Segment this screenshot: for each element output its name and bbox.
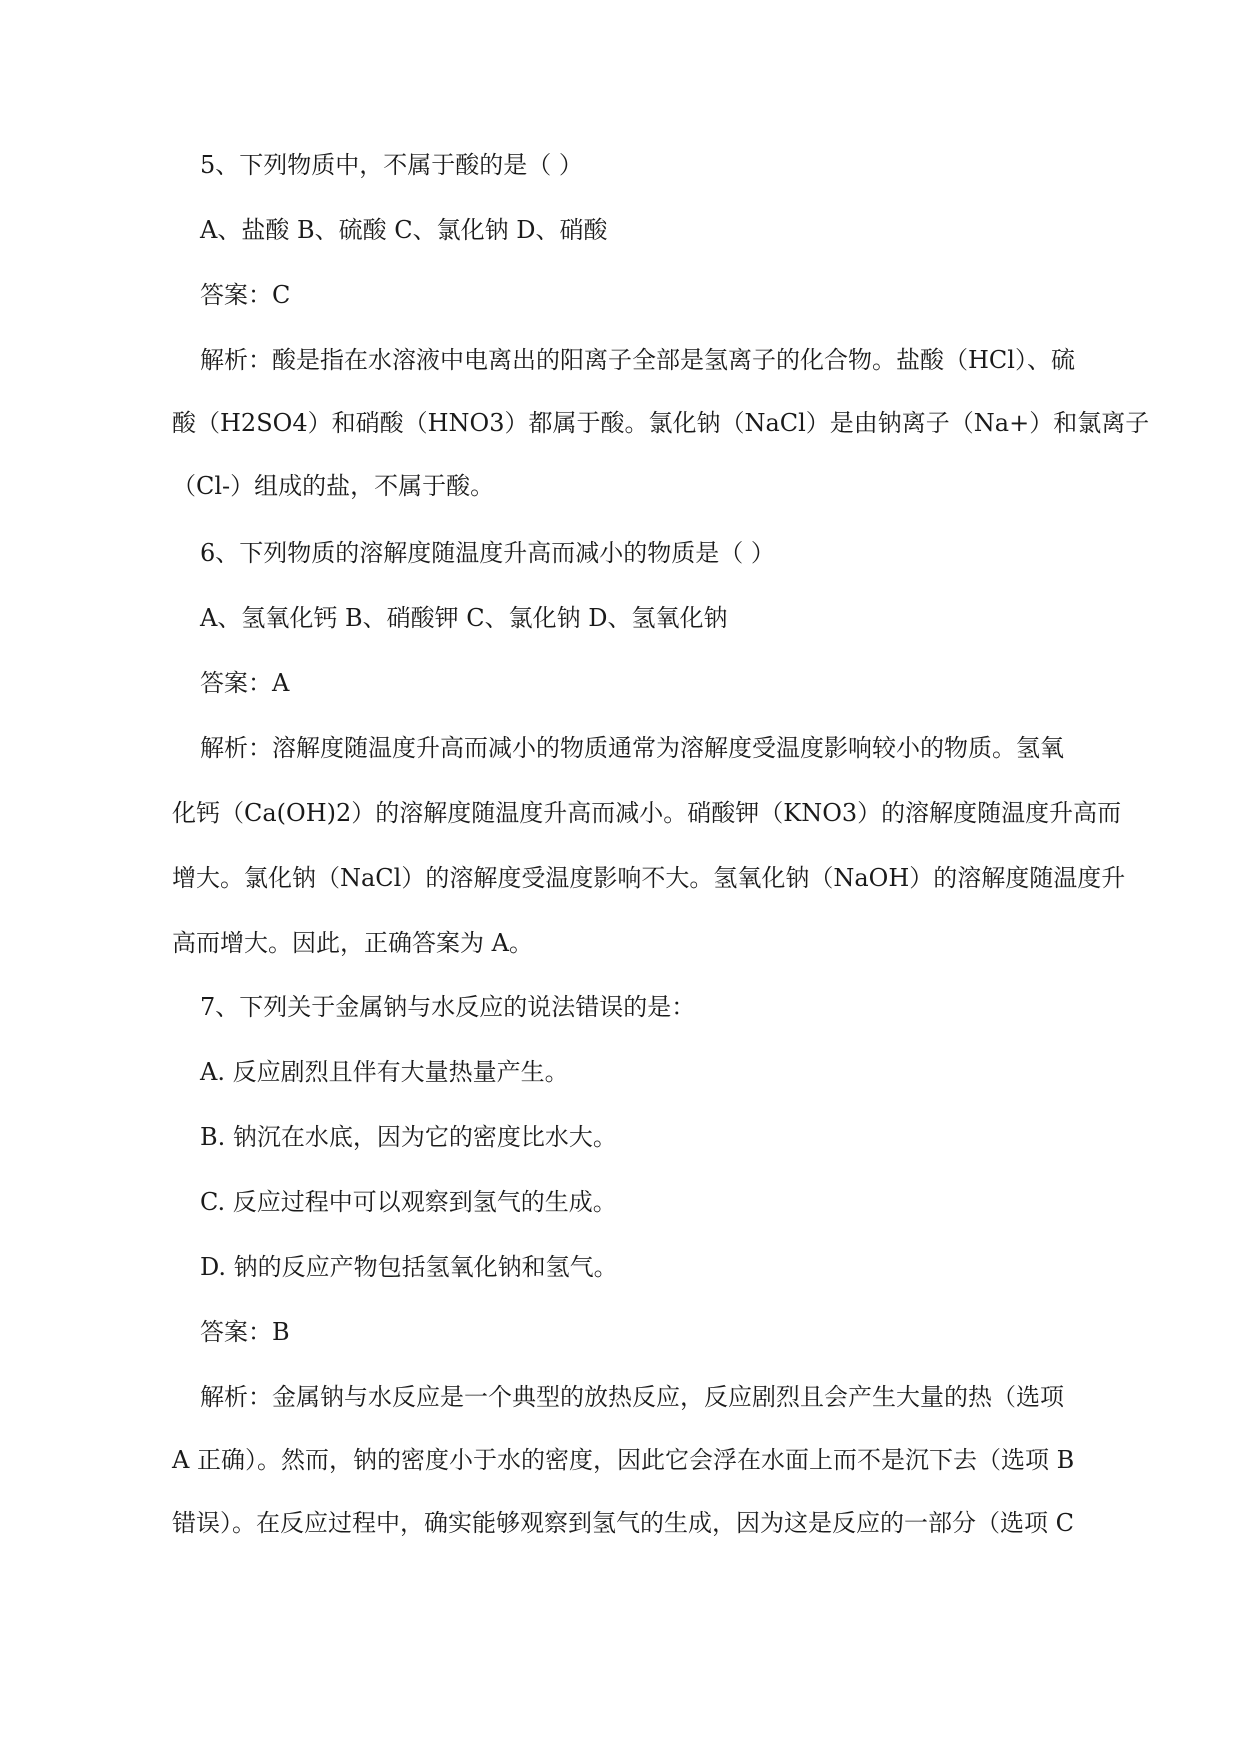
q6-analysis-line-3: 增大。氯化钠（NaCl）的溶解度受温度影响不大。氢氧化钠（NaOH）的溶解度随温度升 bbox=[172, 864, 1126, 892]
q7-option-c: C. 反应过程中可以观察到氢气的生成。 bbox=[200, 1188, 617, 1216]
q7-analysis-line-2: A 正确）。然而，钠的密度小于水的密度，因此它会浮在水面上而不是沉下去（选项 B bbox=[172, 1446, 1075, 1474]
q5-answer: 答案：C bbox=[200, 281, 291, 309]
q7-option-a: A. 反应剧烈且伴有大量热量产生。 bbox=[200, 1058, 569, 1086]
q7-analysis-line-1: 解析：金属钠与水反应是一个典型的放热反应，反应剧烈且会产生大量的热（选项 bbox=[200, 1383, 1064, 1411]
q5-analysis-line-2: 酸（H2SO4）和硝酸（HNO3）都属于酸。氯化钠（NaCl）是由钠离子（Na+）和氯离子 bbox=[172, 409, 1150, 437]
q6-analysis-line-4: 高而增大。因此，正确答案为 A。 bbox=[172, 929, 533, 957]
q6-analysis-line-2: 化钙（Ca(OH)2）的溶解度随温度升高而减小。硝酸钾（KNO3）的溶解度随温度升高而 bbox=[172, 799, 1122, 827]
q5-question: 5、下列物质中，不属于酸的是（ ） bbox=[200, 151, 583, 179]
q5-options: A、盐酸 B、硫酸 C、氯化钠 D、硝酸 bbox=[200, 216, 608, 244]
q7-answer: 答案：B bbox=[200, 1318, 290, 1346]
q7-question: 7、下列关于金属钠与水反应的说法错误的是： bbox=[200, 993, 696, 1021]
q6-question: 6、下列物质的溶解度随温度升高而减小的物质是（ ） bbox=[200, 539, 775, 567]
q6-analysis-line-1: 解析：溶解度随温度升高而减小的物质通常为溶解度受温度影响较小的物质。氢氧 bbox=[200, 734, 1064, 762]
q5-analysis-line-3: （Cl-）组成的盐，不属于酸。 bbox=[172, 472, 495, 500]
q6-answer: 答案：A bbox=[200, 669, 290, 697]
q7-option-b: B. 钠沉在水底，因为它的密度比水大。 bbox=[200, 1123, 617, 1151]
q5-analysis-line-1: 解析：酸是指在水溶液中电离出的阳离子全部是氢离子的化合物。盐酸（HCl）、硫 bbox=[200, 346, 1075, 374]
q7-option-d: D. 钠的反应产物包括氢氧化钠和氢气。 bbox=[200, 1253, 618, 1281]
q6-options: A、氢氧化钙 B、硝酸钾 C、氯化钠 D、氢氧化钠 bbox=[200, 604, 728, 632]
q7-analysis-line-3: 错误）。在反应过程中，确实能够观察到氢气的生成，因为这是反应的一部分（选项 C bbox=[172, 1509, 1074, 1537]
